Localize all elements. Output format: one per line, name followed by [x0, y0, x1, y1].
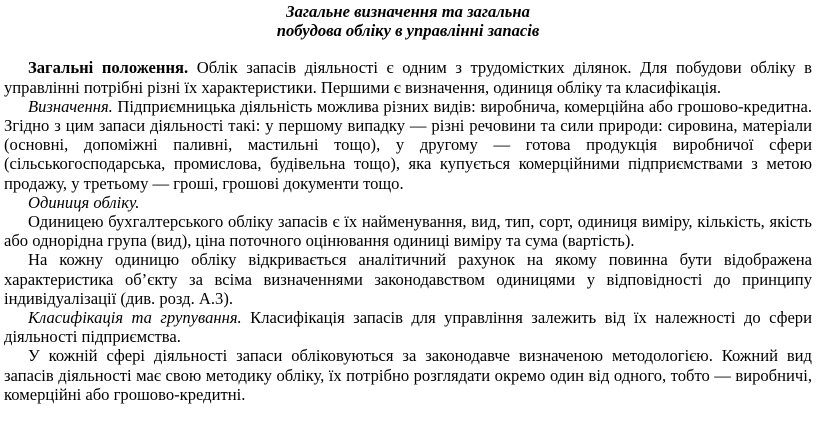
title-spacer	[4, 40, 812, 58]
text-definition: Підприємницька діяльність можлива різних видів: виробнича, комерційна або грошово-кредитна. Згідно з цим запаси діяльності такі: у першому випадку — різні речовини та сили природи: сировина, матеріали (основні, допоміжні паливні, мастильні тощо), у другому — готова продукція виробничої сфери (сільськогосподарська, промислова, будівельна тощо), яка купується комерційними підприємствами з метою продажу, у третьому — гроші, грошові документи тощо.	[4, 96, 812, 193]
paragraph-unit-2: На кожну одиницю обліку відкривається аналітичний рахунок на якому повинна бути відображена характеристика об’єкту за всіма визначеннями законодавством одиницями у відповідності до принципу індивідуалізації (див. розд. А.3).	[4, 250, 812, 308]
paragraph-general	[4, 58, 812, 96]
paragraph-classification	[4, 308, 812, 346]
paragraph-classification-2: У кожній сфері діяльності запаси обліковуються за законодавче визначеною методологією. Кожний вид запасів діяльності має свою методику обліку, їх потрібно розглядати окремо один від одного, тобто — виробничі, комерційні або грошово-кредитні.	[4, 346, 812, 404]
heading-definition: Визначення.	[28, 96, 113, 116]
title-line-1: Загальне визначення та загальна	[286, 2, 530, 21]
document-title	[4, 2, 812, 40]
heading-general: Загальні положення.	[28, 58, 189, 78]
heading-classification: Класифікація та групування.	[28, 308, 242, 328]
heading-unit: Одиниця обліку.	[28, 192, 140, 212]
paragraph-unit-heading	[4, 193, 812, 212]
paragraph-unit-1: Одиницею бухгалтерського обліку запасів є їх найменування, вид, тип, сорт, одиниця виміру, кількість, якість або однорідна група (вид), ціна поточного оцінювання одиниці виміру та сума (вартість).	[4, 212, 812, 251]
title-line-2: побудова обліку в управлінні запасів	[276, 21, 540, 41]
paragraph-definition	[4, 97, 812, 193]
text-classification-1: Класифікація запасів для управління залежить від їх належності до сфери діяльності підприємства.	[4, 308, 812, 347]
text-general: Облік запасів діяльності є одним з трудомістких ділянок. Для побудови обліку в управлінні потрібні різні їх характеристики. Першими є визначення, одиниця обліку та класифікація.	[4, 58, 813, 97]
